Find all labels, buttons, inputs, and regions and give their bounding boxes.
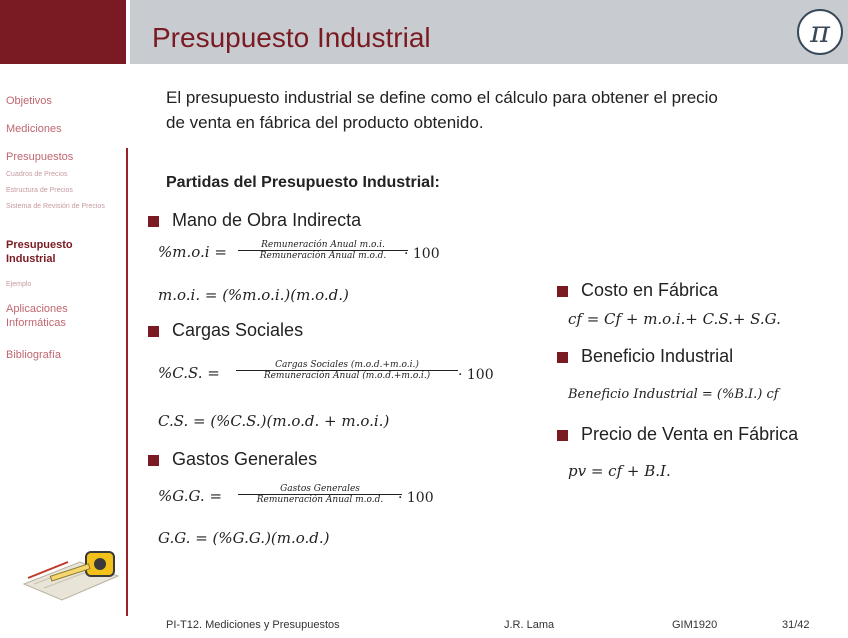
formula-pct-gg-lhs: %G.G. = <box>158 487 223 505</box>
sidebar-item-bibliografia[interactable]: Bibliografía <box>6 349 62 361</box>
heading-precio-venta: Precio de Venta en Fábrica <box>581 424 799 444</box>
formula-moi: m.o.i. = (%m.o.i.)(m.o.d.) <box>158 286 349 304</box>
fraction-denominator: Remuneración Anual (m.o.d.+m.o.i.) <box>263 371 431 381</box>
formula-multiplier: · 100 <box>404 246 440 262</box>
bullet-square-icon <box>148 455 159 466</box>
header-accent-block <box>0 0 126 64</box>
fraction-pct-gg <box>238 484 402 505</box>
pi-logo-icon <box>796 8 844 56</box>
sidebar-item-presupuesto-industrial[interactable]: Presupuesto Industrial <box>6 239 73 265</box>
fraction-numerator: Gastos Generales <box>238 484 402 495</box>
partidas-title: Partidas del Presupuesto Industrial: <box>166 174 440 191</box>
heading-beneficio-industrial: Beneficio Industrial <box>581 346 734 366</box>
sidebar-item-mediciones[interactable]: Mediciones <box>6 123 62 135</box>
formula-gg: G.G. = (%G.G.)(m.o.d.) <box>158 529 330 547</box>
formula-precio-venta: pv = cf + B.I. <box>568 462 671 480</box>
fraction-denominator: Remuneración Anual m.o.d. <box>259 251 387 261</box>
fraction-pct-moi <box>238 240 408 261</box>
footer-author: J.R. Lama <box>504 619 555 631</box>
formula-multiplier: · 100 <box>398 490 434 506</box>
formula-multiplier: · 100 <box>458 367 494 383</box>
intro-line-2: de venta en fábrica del producto obtenido. <box>166 113 484 132</box>
sidebar-divider <box>126 148 128 616</box>
fraction-denominator: Remuneración Anual m.o.d. <box>256 495 384 505</box>
bullet-square-icon <box>148 216 159 227</box>
formula-beneficio: Beneficio Industrial = (%B.I.) cf <box>568 387 779 402</box>
formula-costo-fabrica: cf = Cf + m.o.i.+ C.S.+ S.G. <box>568 310 781 328</box>
footer-page-number: 31/42 <box>782 619 810 631</box>
sidebar-subitem-cuadros[interactable]: Cuadros de Precios <box>6 171 68 178</box>
fraction-numerator: Cargas Sociales (m.o.d.+m.o.i.) <box>236 360 458 371</box>
sidebar-item-aplicaciones[interactable]: Aplicaciones Informáticas <box>6 303 68 329</box>
heading-mano-obra-indirecta: Mano de Obra Indirecta <box>172 210 362 230</box>
footer-course: PI-T12. Mediciones y Presupuestos <box>166 619 340 631</box>
heading-costo-fabrica: Costo en Fábrica <box>581 280 719 300</box>
bullet-square-icon <box>148 326 159 337</box>
formula-pct-cs-lhs: %C.S. = <box>158 364 220 382</box>
sidebar-item-objetivos[interactable]: Objetivos <box>6 95 52 107</box>
formula-pct-moi-lhs: %m.o.i = <box>158 243 227 261</box>
bullet-square-icon <box>557 286 568 297</box>
heading-gastos-generales: Gastos Generales <box>172 449 318 469</box>
page-title: Presupuesto Industrial <box>152 22 431 53</box>
bullet-square-icon <box>557 352 568 363</box>
footer-code: GIM1920 <box>672 619 718 631</box>
fraction-numerator: Remuneración Anual m.o.i. <box>238 240 408 251</box>
svg-text:π: π <box>810 15 830 50</box>
sidebar-subitem-estructura[interactable]: Estructura de Precios <box>6 187 73 194</box>
formula-cs: C.S. = (%C.S.)(m.o.d. + m.o.i.) <box>158 412 390 430</box>
bullet-square-icon <box>557 430 568 441</box>
heading-cargas-sociales: Cargas Sociales <box>172 320 304 340</box>
sidebar-subitem-ejemplo[interactable]: Ejemplo <box>6 281 32 288</box>
measuring-tools-icon <box>20 540 124 604</box>
fraction-pct-cs <box>236 360 458 381</box>
sidebar-subitem-revision[interactable]: Sistema de Revisión de Precios <box>6 203 105 210</box>
intro-line-1: El presupuesto industrial se define como el cálculo para obtener el precio <box>166 88 718 107</box>
sidebar-item-presupuestos[interactable]: Presupuestos <box>6 151 74 163</box>
